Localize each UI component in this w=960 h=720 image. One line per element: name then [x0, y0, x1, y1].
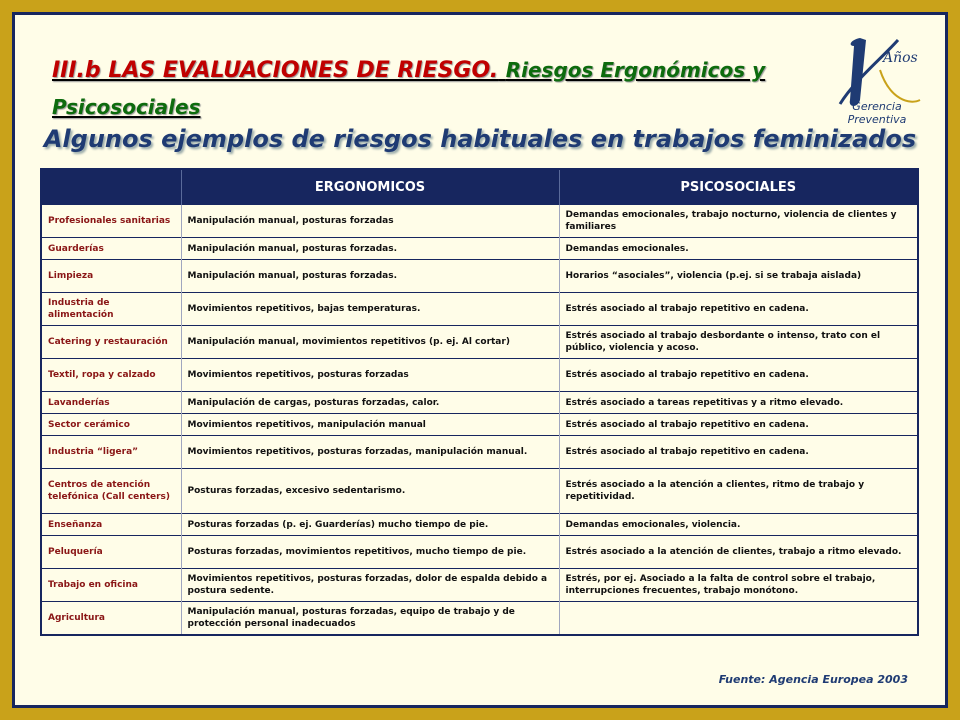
cell-sector: Profesionales sanitarias: [41, 205, 181, 238]
cell-psicosociales: Estrés asociado al trabajo repetitivo en cadena.: [559, 436, 918, 469]
header-psicosociales: PSICOSOCIALES: [559, 169, 918, 205]
cell-psicosociales: Demandas emocionales, violencia.: [559, 514, 918, 536]
cell-psicosociales: Estrés asociado a la atención de clientes, trabajo a ritmo elevado.: [559, 536, 918, 569]
title-part-2: Riesgos Ergonómicos y: [505, 58, 766, 82]
cell-psicosociales: Estrés asociado al trabajo repetitivo en cadena.: [559, 414, 918, 436]
cell-ergonomicos: Movimientos repetitivos, manipulación manual: [181, 414, 559, 436]
table-row: [41, 238, 918, 260]
page-title: [52, 52, 832, 126]
cell-psicosociales: Estrés asociado al trabajo repetitivo en cadena.: [559, 293, 918, 326]
subtitle: Algunos ejemplos de riesgos habituales en trabajos feminizados: [43, 125, 917, 153]
cell-psicosociales: Demandas emocionales, trabajo nocturno, violencia de clientes y familiares: [559, 205, 918, 238]
cell-ergonomicos: Movimientos repetitivos, posturas forzadas: [181, 359, 559, 392]
table-row: [41, 205, 918, 238]
table-row: [41, 326, 918, 359]
cell-psicosociales: [559, 602, 918, 635]
table-row: [41, 293, 918, 326]
logo-anos: Años: [883, 50, 918, 66]
cell-psicosociales: Demandas emocionales.: [559, 238, 918, 260]
risk-table: [40, 168, 919, 636]
table-row: [41, 260, 918, 293]
cell-ergonomicos: Manipulación manual, movimientos repetitivos (p. ej. Al cortar): [181, 326, 559, 359]
cell-ergonomicos: Posturas forzadas, excesivo sedentarismo.: [181, 469, 559, 514]
table-row: [41, 469, 918, 514]
cell-ergonomicos: Posturas forzadas (p. ej. Guarderías) mucho tiempo de pie.: [181, 514, 559, 536]
cell-sector: Centros de atención telefónica (Call centers): [41, 469, 181, 514]
cell-sector: Sector cerámico: [41, 414, 181, 436]
cell-ergonomicos: Manipulación manual, posturas forzadas, equipo de trabajo y de protección personal inadecuados: [181, 602, 559, 635]
table-row: [41, 392, 918, 414]
table-row: [41, 414, 918, 436]
cell-sector: Industria de alimentación: [41, 293, 181, 326]
cell-sector: Limpieza: [41, 260, 181, 293]
cell-psicosociales: Estrés asociado al trabajo desbordante o intenso, trato con el público, violencia y acoso.: [559, 326, 918, 359]
title-part-1: III.b LAS EVALUACIONES DE RIESGO.: [52, 58, 499, 83]
cell-psicosociales: Estrés asociado al trabajo repetitivo en cadena.: [559, 359, 918, 392]
cell-sector: Agricultura: [41, 602, 181, 635]
header-sector: [41, 169, 181, 205]
cell-sector: Trabajo en oficina: [41, 569, 181, 602]
cell-psicosociales: Estrés, por ej. Asociado a la falta de control sobre el trabajo, interrupciones frecuentes, trabajo monótono.: [559, 569, 918, 602]
cell-psicosociales: Estrés asociado a la atención a clientes, ritmo de trabajo y repetitividad.: [559, 469, 918, 514]
cell-ergonomicos: Posturas forzadas, movimientos repetitivos, mucho tiempo de pie.: [181, 536, 559, 569]
source-note: Fuente: Agencia Europea 2003: [718, 673, 908, 686]
cell-psicosociales: Estrés asociado a tareas repetitivas y a ritmo elevado.: [559, 392, 918, 414]
cell-ergonomicos: Movimientos repetitivos, bajas temperaturas.: [181, 293, 559, 326]
cell-ergonomicos: Manipulación de cargas, posturas forzadas, calor.: [181, 392, 559, 414]
cell-ergonomicos: Manipulación manual, posturas forzadas: [181, 205, 559, 238]
cell-ergonomicos: Movimientos repetitivos, posturas forzadas, dolor de espalda debido a postura sedente.: [181, 569, 559, 602]
table-row: [41, 436, 918, 469]
title-part-3: Psicosociales: [52, 95, 201, 119]
cell-sector: Lavanderías: [41, 392, 181, 414]
cell-sector: Guarderías: [41, 238, 181, 260]
cell-sector: Textil, ropa y calzado: [41, 359, 181, 392]
cell-sector: Peluquería: [41, 536, 181, 569]
cell-psicosociales: Horarios “asociales”, violencia (p.ej. si se trabaja aislada): [559, 260, 918, 293]
logo-name: Gerencia Preventiva: [847, 100, 907, 126]
cell-sector: Catering y restauración: [41, 326, 181, 359]
table-row: [41, 359, 918, 392]
cell-ergonomicos: Manipulación manual, posturas forzadas.: [181, 260, 559, 293]
header-ergonomicos: ERGONOMICOS: [181, 169, 559, 205]
cell-sector: Enseñanza: [41, 514, 181, 536]
cell-ergonomicos: Manipulación manual, posturas forzadas.: [181, 238, 559, 260]
cell-ergonomicos: Movimientos repetitivos, posturas forzadas, manipulación manual.: [181, 436, 559, 469]
table-row: [41, 602, 918, 635]
table-row: [41, 514, 918, 536]
table-header-row: [41, 169, 918, 205]
table-row: [41, 536, 918, 569]
cell-sector: Industria “ligera”: [41, 436, 181, 469]
table-row: [41, 569, 918, 602]
table-body: [41, 205, 918, 635]
